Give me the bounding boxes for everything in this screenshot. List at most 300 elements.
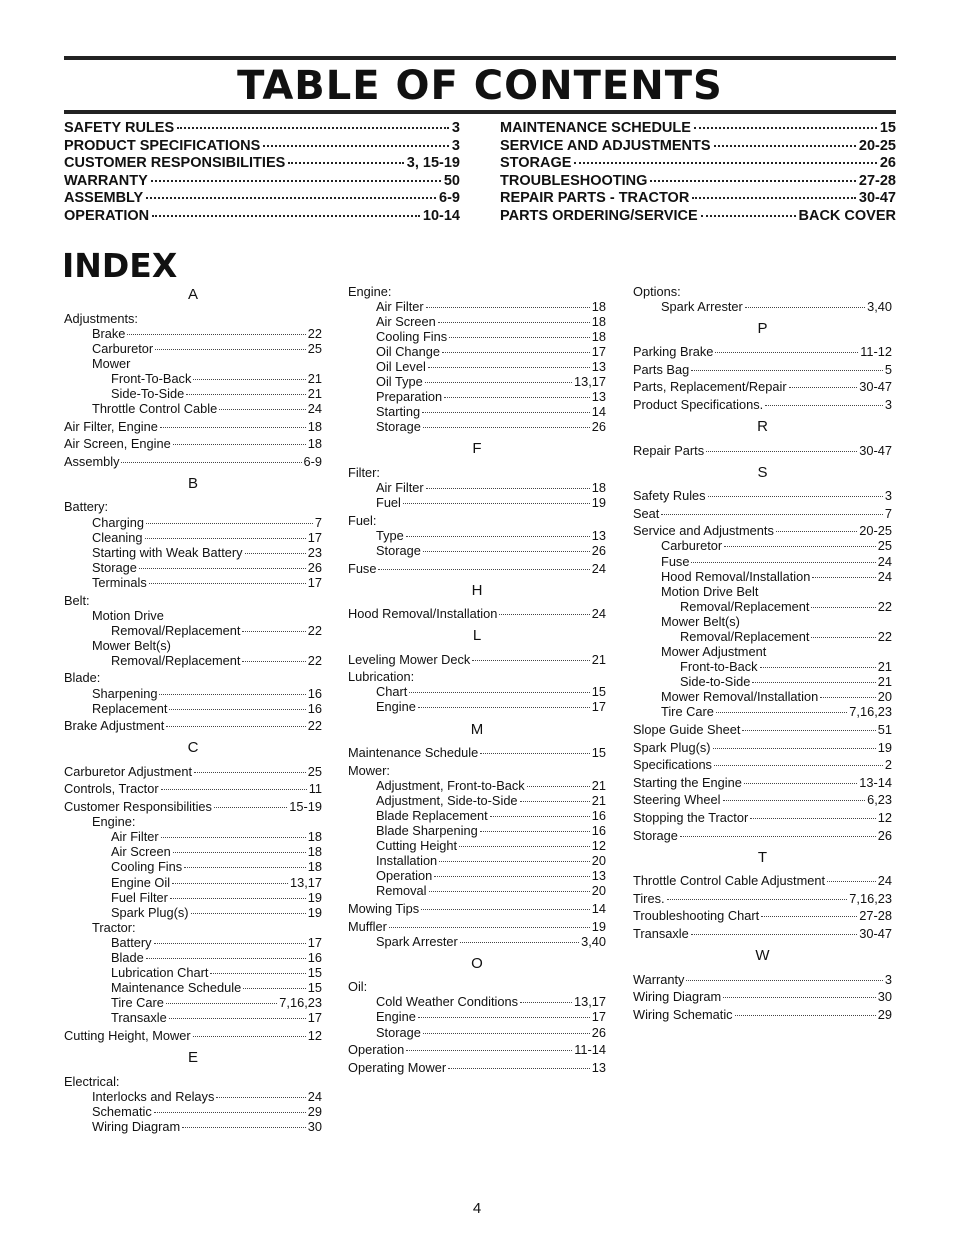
dot-leader: [403, 503, 590, 504]
dot-leader: [448, 1068, 590, 1069]
index-entry: [633, 554, 892, 569]
dot-leader: [423, 1033, 590, 1034]
index-entry-label: Charging: [92, 514, 144, 530]
index-entry: [633, 704, 892, 719]
index-entry: [64, 1074, 322, 1089]
dot-leader: [434, 876, 590, 877]
index-entry-page: 7,16,23: [849, 704, 892, 720]
index-letter-heading: B: [187, 474, 198, 492]
index-entry-label: Parking Brake: [633, 344, 714, 360]
index-entry-label: Wiring Diagram: [633, 989, 722, 1005]
index-entry: [64, 401, 322, 416]
index-letter-heading: E: [187, 1049, 198, 1067]
index-entry: [64, 638, 322, 653]
index-entry: [348, 979, 606, 994]
index-entry-label: Safety Rules: [633, 488, 706, 504]
index-entry: [64, 859, 322, 874]
index-entry-label: Installation: [376, 853, 438, 869]
index-entry-label: Transaxle: [633, 926, 689, 941]
index-entry-label: Cleaning: [92, 529, 143, 545]
index-entry-page: 20: [877, 689, 892, 705]
index-entry-page: 17: [307, 529, 322, 545]
dot-leader: [723, 997, 876, 998]
index-entry: [64, 829, 322, 844]
index-entry: [348, 745, 606, 760]
dot-leader: [121, 462, 301, 463]
index-entry-label: Operating Mower: [348, 1059, 447, 1075]
dot-leader: [667, 899, 848, 900]
index-entry-label: Brake Adjustment: [64, 718, 165, 734]
index-entry-page: 13,17: [573, 994, 606, 1010]
index-entry-label: Fuel: [376, 495, 401, 511]
dot-leader: [166, 1003, 277, 1004]
dot-leader: [735, 1015, 876, 1016]
index-entry: [64, 623, 322, 638]
index-entry: [348, 901, 606, 916]
index-entry-label: Removal: [376, 883, 427, 899]
index-entry: [64, 560, 322, 575]
toc-right-column: [500, 120, 896, 226]
dot-leader: [146, 958, 306, 959]
dot-leader: [811, 637, 875, 638]
index-entry-page: 2: [884, 757, 892, 773]
index-entry-page: 16: [307, 949, 322, 965]
index-letter-heading: S: [757, 463, 768, 481]
index-entry: [64, 935, 322, 950]
index-letter-heading: R: [757, 418, 768, 436]
index-entry-page: 6-9: [303, 453, 322, 469]
index-entry: [348, 669, 606, 684]
title-underline-rule: [64, 110, 896, 114]
index-entry-page: 21: [307, 370, 322, 386]
index-entry-page: 20-25: [859, 523, 892, 539]
index-entry-label: Fuse: [348, 560, 377, 576]
index-entry-label: Electrical:: [64, 1073, 120, 1089]
index-entry-page: 17: [307, 1010, 322, 1026]
index-entry-label: Removal/Replacement: [680, 629, 810, 644]
index-entry-page: 12: [307, 1027, 322, 1043]
index-entry: [633, 828, 892, 843]
dot-leader: [406, 536, 590, 537]
toc-entry-label: TROUBLESHOOTING: [500, 172, 648, 189]
index-entry-page: 21: [591, 777, 606, 793]
index-entry-page: 18: [307, 844, 322, 860]
index-entry-page: 24: [307, 401, 322, 417]
index-entry: [64, 920, 322, 935]
index-column-3: [633, 281, 892, 1022]
dot-leader: [460, 942, 579, 943]
index-entry-page: 18: [591, 480, 606, 496]
toc-title: TABLE OF CONTENTS: [237, 63, 723, 109]
dot-leader: [242, 631, 305, 632]
index-entry: [64, 718, 322, 733]
dot-leader: [177, 127, 449, 129]
index-entry-label: Tractor:: [92, 919, 136, 935]
index-entry: [633, 1007, 892, 1022]
index-entry-page: 19: [591, 918, 606, 934]
index-entry: [348, 853, 606, 868]
index-entry-label: Mower Belt(s): [661, 613, 740, 629]
index-entry-label: Mower Removal/Installation: [661, 689, 819, 705]
index-entry: [64, 701, 322, 716]
index-entry: [348, 778, 606, 793]
dot-leader: [219, 409, 306, 410]
dot-leader: [691, 370, 883, 371]
index-entry: [633, 599, 892, 614]
index-entry-page: 22: [877, 598, 892, 614]
dot-leader: [760, 667, 876, 668]
index-entry-page: 19: [877, 739, 892, 755]
index-entry-label: Removal/Replacement: [111, 652, 241, 668]
index-entry-page: 30-47: [859, 926, 892, 941]
dot-leader: [422, 412, 590, 413]
dot-leader: [745, 307, 865, 308]
index-entry: [348, 314, 606, 329]
dot-leader: [428, 367, 590, 368]
dot-leader: [173, 444, 306, 445]
index-entry-page: 25: [307, 340, 322, 356]
index-entry-page: 22: [307, 718, 322, 734]
toc-entry-page: BACK COVER: [798, 207, 896, 224]
index-entry-page: 16: [307, 700, 322, 716]
index-entry-page: 3,40: [867, 298, 892, 314]
index-letter-heading: F: [472, 440, 482, 458]
dot-leader: [426, 488, 590, 489]
dot-leader: [750, 818, 876, 819]
toc-entry-label: PARTS ORDERING/SERVICE: [500, 207, 698, 224]
dot-leader: [761, 916, 857, 917]
index-entry-label: Operation: [376, 868, 433, 884]
index-entry-page: 13-14: [859, 774, 892, 790]
index-entry: [348, 699, 606, 714]
index-entry: [348, 543, 606, 558]
index-entry-page: 20: [591, 853, 606, 869]
index-entry-page: 26: [591, 1024, 606, 1040]
toc-entry-page: 26: [879, 155, 896, 172]
index-entry-label: Fuse: [661, 553, 690, 569]
index-entry-page: 11-12: [860, 344, 892, 360]
top-rule: [64, 56, 896, 60]
dot-leader: [423, 551, 590, 552]
index-entry: [633, 488, 892, 503]
index-letter-heading: W: [755, 947, 770, 965]
index-entry-page: 30-47: [859, 379, 892, 395]
index-entry-label: Air Screen: [376, 313, 436, 329]
index-entry-label: Removal/Replacement: [680, 598, 810, 614]
index-entry: [64, 419, 322, 434]
dot-leader: [527, 786, 590, 787]
index-entry-page: 15: [307, 965, 322, 981]
index-entry: [64, 530, 322, 545]
index-entry-page: 12: [591, 838, 606, 854]
index-entry-label: Motion Drive: [92, 607, 164, 623]
dot-leader: [742, 730, 875, 731]
index-entry: [64, 686, 322, 701]
index-entry-page: 21: [591, 792, 606, 808]
index-entry: [64, 311, 322, 326]
index-entry: [64, 995, 322, 1010]
index-entry-page: 26: [591, 542, 606, 558]
index-entry-page: 25: [877, 538, 892, 554]
dot-leader: [812, 577, 875, 578]
toc-entry: [500, 155, 896, 173]
dot-leader: [263, 145, 449, 147]
dot-leader: [193, 1036, 306, 1037]
index-entry-page: 17: [591, 343, 606, 359]
dot-leader: [146, 197, 436, 199]
dot-leader: [480, 831, 590, 832]
toc-entry-label: SAFETY RULES: [64, 120, 175, 136]
index-entry-label: Storage: [376, 419, 421, 435]
index-entry-page: 22: [307, 325, 322, 341]
index-entry: [348, 419, 606, 434]
toc-entry-page: 15: [879, 120, 896, 136]
toc-entry-label: PRODUCT SPECIFICATIONS: [64, 137, 261, 154]
index-entry-page: 15: [591, 745, 606, 761]
index-entry-page: 21: [877, 659, 892, 675]
index-entry: [633, 740, 892, 755]
index-entry: [64, 454, 322, 469]
toc-entry-page: 10-14: [422, 207, 460, 224]
index-entry-label: Blade: [111, 949, 144, 965]
index-entry-page: 29: [877, 1006, 892, 1022]
dot-leader: [442, 352, 590, 353]
dot-leader: [691, 562, 875, 563]
dot-leader: [149, 583, 306, 584]
index-entry-page: 7: [314, 514, 322, 530]
index-entry-label: Blade:: [64, 670, 101, 686]
dot-leader: [243, 988, 306, 989]
index-entry-label: Spark Plug(s): [633, 739, 711, 755]
index-entry-label: Controls, Tractor: [64, 781, 159, 797]
dot-leader: [169, 709, 305, 710]
index-entry-page: 13: [591, 389, 606, 405]
dot-leader: [776, 531, 857, 532]
index-entry: [64, 764, 322, 779]
index-entry: [633, 689, 892, 704]
index-entry: [633, 926, 892, 941]
index-entry-page: 30: [877, 989, 892, 1005]
index-entry: [633, 629, 892, 644]
index-entry: [64, 1104, 322, 1119]
index-entry-label: Cooling Fins: [376, 328, 448, 344]
index-entry-page: 24: [307, 1088, 322, 1104]
index-entry-label: Air Screen: [111, 844, 171, 860]
index-entry-page: 29: [307, 1103, 322, 1119]
dot-leader: [242, 661, 305, 662]
index-entry-label: Tire Care: [661, 704, 714, 720]
dot-leader: [191, 913, 306, 914]
index-entry-label: Motion Drive Belt: [661, 583, 759, 599]
dot-leader: [146, 523, 313, 524]
dot-leader: [499, 614, 589, 615]
index-entry: [348, 344, 606, 359]
index-entry: [633, 584, 892, 599]
index-entry-page: 18: [307, 829, 322, 845]
index-letter-heading: O: [471, 954, 483, 972]
index-entry: [633, 506, 892, 521]
dot-leader: [724, 546, 876, 547]
index-entry: [633, 659, 892, 674]
index-entry-label: Throttle Control Cable Adjustment: [633, 873, 826, 889]
index-entry-page: 19: [307, 889, 322, 905]
index-entry-label: Slope Guide Sheet: [633, 722, 741, 738]
index-entry-label: Mower: [92, 355, 131, 371]
index-entry-page: 18: [591, 298, 606, 314]
index-entry-page: 6,23: [867, 792, 892, 808]
index-entry-page: 23: [307, 544, 322, 560]
index-entry: [348, 684, 606, 699]
index-entry: [64, 670, 322, 685]
index-entry-label: Sharpening: [92, 685, 158, 701]
index-entry-page: 13: [591, 1059, 606, 1075]
dot-leader: [520, 1002, 572, 1003]
dot-leader: [139, 568, 306, 569]
dot-leader: [194, 772, 306, 773]
dot-leader: [159, 694, 305, 695]
index-entry: [633, 989, 892, 1004]
index-entry: [348, 284, 606, 299]
index-entry: [348, 652, 606, 667]
index-entry-page: 15: [591, 684, 606, 700]
index-entry-label: Filter:: [348, 464, 380, 480]
index-entry-label: Wiring Schematic: [633, 1006, 733, 1022]
index-entry: [348, 374, 606, 389]
index-entry-label: Mower Belt(s): [92, 637, 171, 653]
index-entry-page: 11-14: [574, 1042, 606, 1058]
dot-leader: [173, 852, 306, 853]
index-entry: [64, 844, 322, 859]
index-entry-page: 14: [591, 901, 606, 916]
index-entry-label: Adjustment, Front-to-Back: [376, 777, 525, 793]
dot-leader: [714, 145, 856, 147]
dot-leader: [154, 943, 306, 944]
index-entry: [633, 569, 892, 584]
index-entry: [633, 891, 892, 906]
index-entry: [633, 299, 892, 314]
index-entry-page: 21: [591, 651, 606, 667]
index-entry-page: 14: [591, 404, 606, 420]
index-entry-label: Cutting Height: [376, 838, 458, 854]
dot-leader: [438, 322, 590, 323]
index-entry-page: 19: [591, 495, 606, 511]
toc-entry: [64, 173, 460, 191]
index-entry-label: Lubrication Chart: [111, 965, 209, 981]
dot-leader: [288, 162, 403, 164]
index-entry-page: 13,17: [289, 874, 322, 890]
index-entry-label: Blade Replacement: [376, 807, 488, 823]
index-entry-label: Oil Type: [376, 374, 423, 390]
index-entry: [633, 792, 892, 807]
toc-entry: [500, 190, 896, 208]
index-entry: [348, 823, 606, 838]
dot-leader: [692, 197, 856, 199]
index-entry-page: 13: [591, 527, 606, 543]
toc-entry-page: 27-28: [858, 172, 896, 189]
index-entry-page: 3,40: [581, 933, 606, 949]
index-entry-label: Assembly: [64, 453, 120, 469]
dot-leader: [765, 405, 883, 406]
index-entry-page: 18: [307, 859, 322, 875]
index-entry-label: Adjustments:: [64, 310, 138, 326]
dot-leader: [425, 382, 572, 383]
dot-leader: [166, 726, 305, 727]
toc-entry-label: REPAIR PARTS - TRACTOR: [500, 190, 690, 207]
index-entry-page: 30: [307, 1118, 322, 1134]
index-column-2: [348, 281, 606, 1075]
index-entry: [633, 344, 892, 359]
index-entry-page: 18: [307, 436, 322, 452]
index-entry: [348, 389, 606, 404]
index-entry-label: Tires.: [633, 890, 665, 906]
dot-leader: [182, 1127, 306, 1128]
index-entry-label: Oil:: [348, 979, 368, 995]
index-letter-heading: C: [187, 739, 199, 757]
index-entry-page: 26: [877, 827, 892, 843]
dot-leader: [145, 538, 306, 539]
index-entry-label: Storage: [376, 542, 421, 558]
index-entry-label: Removal/Replacement: [111, 622, 241, 638]
index-entry-label: Fuel Filter: [111, 889, 168, 905]
index-entry-page: 17: [307, 934, 322, 950]
dot-leader: [160, 427, 306, 428]
index-entry-page: 24: [877, 873, 892, 889]
index-entry-label: Specifications: [633, 757, 712, 773]
index-entry-label: Carburetor: [661, 538, 723, 554]
index-entry: [633, 722, 892, 737]
index-entry: [64, 545, 322, 560]
index-entry-label: Parts, Replacement/Repair: [633, 379, 787, 395]
dot-leader: [426, 307, 590, 308]
dot-leader: [686, 980, 882, 981]
index-entry-label: Hood Removal/Installation: [348, 606, 498, 622]
index-entry-label: Belt:: [64, 592, 90, 608]
index-entry-page: 18: [307, 418, 322, 434]
index-entry: [64, 608, 322, 623]
index-entry-page: 51: [877, 722, 892, 738]
index-entry-page: 5: [884, 361, 892, 377]
index-entry: [633, 644, 892, 659]
index-entry: [64, 781, 322, 796]
index-entry-label: Front-To-Back: [111, 370, 192, 386]
index-entry-label: Mowing Tips: [348, 901, 420, 916]
toc-entry: [64, 120, 460, 138]
index-entry-label: Service and Adjustments: [633, 523, 774, 539]
dot-leader: [701, 215, 796, 217]
page-number: 4: [472, 1200, 482, 1217]
index-entry-label: Options:: [633, 283, 681, 299]
dot-leader: [723, 800, 866, 801]
index-entry-label: Air Filter, Engine: [64, 418, 158, 434]
index-entry-page: 11: [308, 781, 322, 797]
dot-leader: [444, 397, 590, 398]
index-entry-label: Fuel:: [348, 512, 377, 528]
index-entry: [633, 810, 892, 825]
index-entry-label: Storage: [92, 559, 137, 575]
index-entry-page: 12: [877, 810, 892, 826]
index-entry: [633, 523, 892, 538]
index-title: INDEX: [62, 246, 178, 285]
index-entry-page: 24: [591, 606, 606, 622]
index-entry-label: Steering Wheel: [633, 792, 721, 808]
index-entry: [64, 593, 322, 608]
index-entry: [348, 763, 606, 778]
index-entry-label: Hood Removal/Installation: [661, 568, 811, 584]
index-entry: [348, 934, 606, 949]
index-entry: [64, 875, 322, 890]
dot-leader: [155, 349, 306, 350]
index-entry: [64, 965, 322, 980]
